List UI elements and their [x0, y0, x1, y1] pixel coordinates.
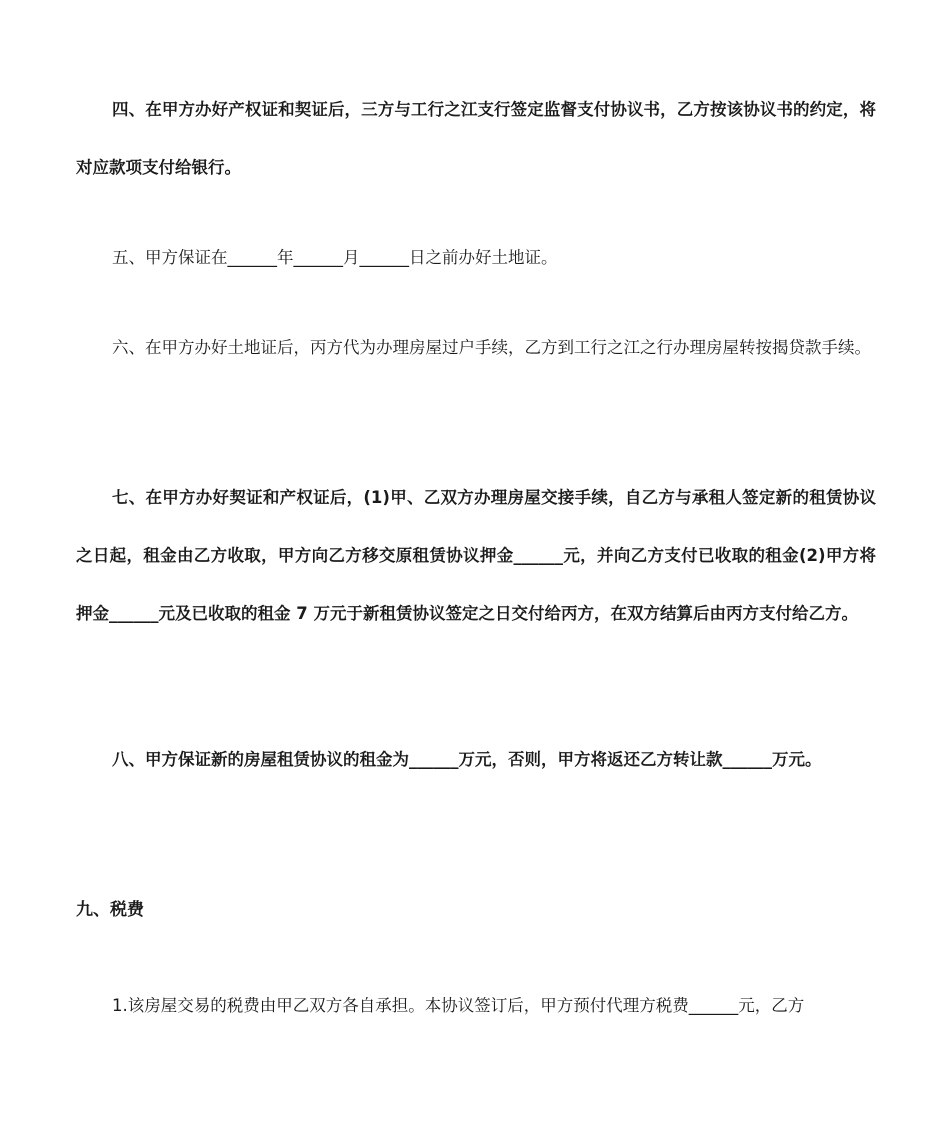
clause-4-paragraph: 四、在甲方办好产权证和契证后，三方与工行之江支行签定监督支付协议书，乙方按该协议书的约定，将对应款项支付给银行。	[76, 100, 876, 177]
clause-7-paragraph: 七、在甲方办好契证和产权证后，(1)甲、乙双方办理房屋交接手续，自乙方与承租人签定新的租赁协议之日起，租金由乙方收取，甲方向乙方移交原租赁协议押金______元，并向乙方支付已收取的租金(2)甲方将押金______元及已收取的租金 7 万元于新租赁协议签定之日交付给丙方，在双方结算后由丙方支付给乙方。	[76, 488, 876, 623]
clause-9-1-paragraph: 1.该房屋交易的税费由甲乙双方各自承担。本协议签订后，甲方预付代理方税费______元，乙方	[112, 996, 805, 1015]
clause-8-paragraph: 八、甲方保证新的房屋租赁协议的租金为______万元，否则，甲方将返还乙方转让款______万元。	[112, 750, 822, 769]
clause-6-paragraph: 六、在甲方办好土地证后，丙方代为办理房屋过户手续，乙方到工行之江之行办理房屋转按揭贷款手续。	[112, 338, 871, 357]
clause-5-paragraph: 五、甲方保证在______年______月______日之前办好土地证。	[112, 248, 558, 267]
section-9-heading: 九、税费	[76, 900, 144, 920]
